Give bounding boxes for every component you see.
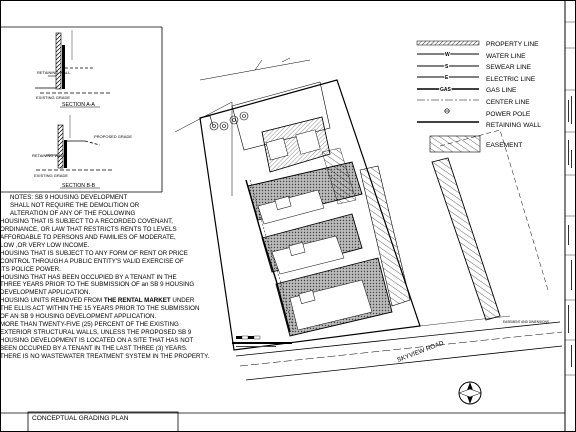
scale-bar	[232, 336, 292, 347]
notes-line: OF AN SB 9 HOUSING DEVELOPMENT APPLICATION.	[0, 313, 157, 321]
svg-text:W: W	[445, 52, 450, 58]
notes-header-line: NOTES: SB 9 HOUSING DEVELOPMENT	[10, 194, 128, 201]
notes-line: ITS POLICE POWER.	[0, 265, 61, 273]
notes-header-line: SHALL NOT REQUIRE THE DEMOLITION OR	[10, 201, 140, 209]
notes-header-line: ALTERATION OF ANY OF THE FOLLOWING	[10, 209, 136, 217]
svg-text:S: S	[445, 64, 449, 70]
notes-line: THERE IS NO WASTEWATER TREATMENT SYSTEM IN THE PROPERTY.	[0, 353, 210, 361]
legend-label-property-line: PROPERTY LINE	[486, 41, 539, 48]
title-block	[565, 0, 576, 432]
section-b-b	[32, 115, 132, 189]
legend-label-easement: EASEMENT	[486, 141, 523, 149]
sb9-notes	[0, 194, 232, 361]
section-a-title: SECTION A-A	[62, 102, 95, 108]
section-a-existing-grade-label: EXISTING GRADE	[36, 95, 71, 100]
notes-line: EXTERIOR STRUCTURAL WALLS, UNLESS THE PROPOSED SB 9	[0, 329, 192, 337]
plan-title: CONCEPTUAL GRADING PLAN	[32, 415, 129, 422]
notes-line: DEVELOPMENT APPLICATION.	[0, 289, 91, 297]
notes-line: AFFORDABLE TO PERSONS AND FAMILIES OF MODERATE,	[0, 233, 176, 241]
section-a-a	[35, 30, 110, 108]
legend-codes	[440, 52, 452, 93]
notes-line: THE ELLIS ACT WITHIN THE 15 YEARS PRIOR TO THE SUBMISSION	[0, 305, 200, 313]
legend-label-gas-line: GAS LINE	[486, 87, 517, 95]
north-arrow-icon	[459, 382, 481, 404]
tree-symbols	[210, 112, 248, 130]
section-b-retaining-wall-label: RETAINING WALL	[32, 153, 66, 158]
section-b-proposed-grade-label: PROPOSED GRADE	[94, 134, 133, 139]
section-b-title: SECTION B-B	[62, 183, 96, 189]
road-label: SKYVIEW ROAD	[396, 339, 445, 364]
notes-line: CONTROL THROUGH A PUBLIC ENTITY'S VALID EXERCISE OF	[0, 257, 184, 265]
notes-line: MORE THAN TWENTY-FIVE (25) PERCENT OF THE EXISTING	[0, 321, 179, 329]
legend-label-center-line: CENTER LINE	[486, 98, 530, 106]
legend-label-retaining-wall: RETAINING WALL	[486, 122, 541, 130]
notes-line: LOW ,OR VERY LOW INCOME.	[0, 241, 90, 249]
notes-line: ORDINANCE, OR LAW THAT RESTRICTS RENTS TO LEVELS	[0, 225, 177, 233]
section-b-existing-grade-label: EXISTING GRADE	[34, 173, 69, 178]
notes-line: BEEN OCCUPIED BY A TENANT IN THE LAST THREE (3) YEARS.	[0, 345, 188, 353]
legend	[486, 39, 541, 151]
notes-line: HOUSING DEVELOPMENT IS LOCATED ON A SITE THAT HAS NOT	[0, 337, 194, 345]
skyview-road	[236, 322, 562, 380]
legend-label-water-line: WATER LINE	[486, 52, 526, 60]
notes-line: THREE YEARS PRIOR TO THE SUBMISSION OF an SB 9 HOUSING	[0, 281, 195, 289]
notes-line: HOUSING THAT HAS BEEN OCCUPIED BY A TENANT IN THE	[0, 273, 177, 281]
svg-text:E: E	[445, 75, 449, 81]
notes-line: HOUSING UNITS REMOVED FROM THE RENTAL MARKET UNDER	[0, 297, 195, 305]
section-a-retaining-wall-label: RETAINING WALL	[37, 70, 71, 75]
svg-text:GAS: GAS	[440, 87, 451, 93]
easement-note: EASEMENT AND DIMENSIONS	[503, 320, 549, 324]
legend-label-power-pole: POWER POLE	[486, 110, 531, 118]
legend-label-sewer-line: SEWEAR LINE	[486, 64, 532, 72]
large-easement	[432, 158, 500, 320]
section-details	[0, 27, 162, 192]
notes-line: HOUSING THAT IS SUBJECT TO A RECORDED COVENANT,	[0, 217, 173, 225]
notes-line: HOUSING THAT IS SUBJECT TO ANY FORM OF RENT OR PRICE	[0, 249, 188, 257]
legend-label-electric-line: ELECTRIC LINE	[486, 75, 536, 83]
